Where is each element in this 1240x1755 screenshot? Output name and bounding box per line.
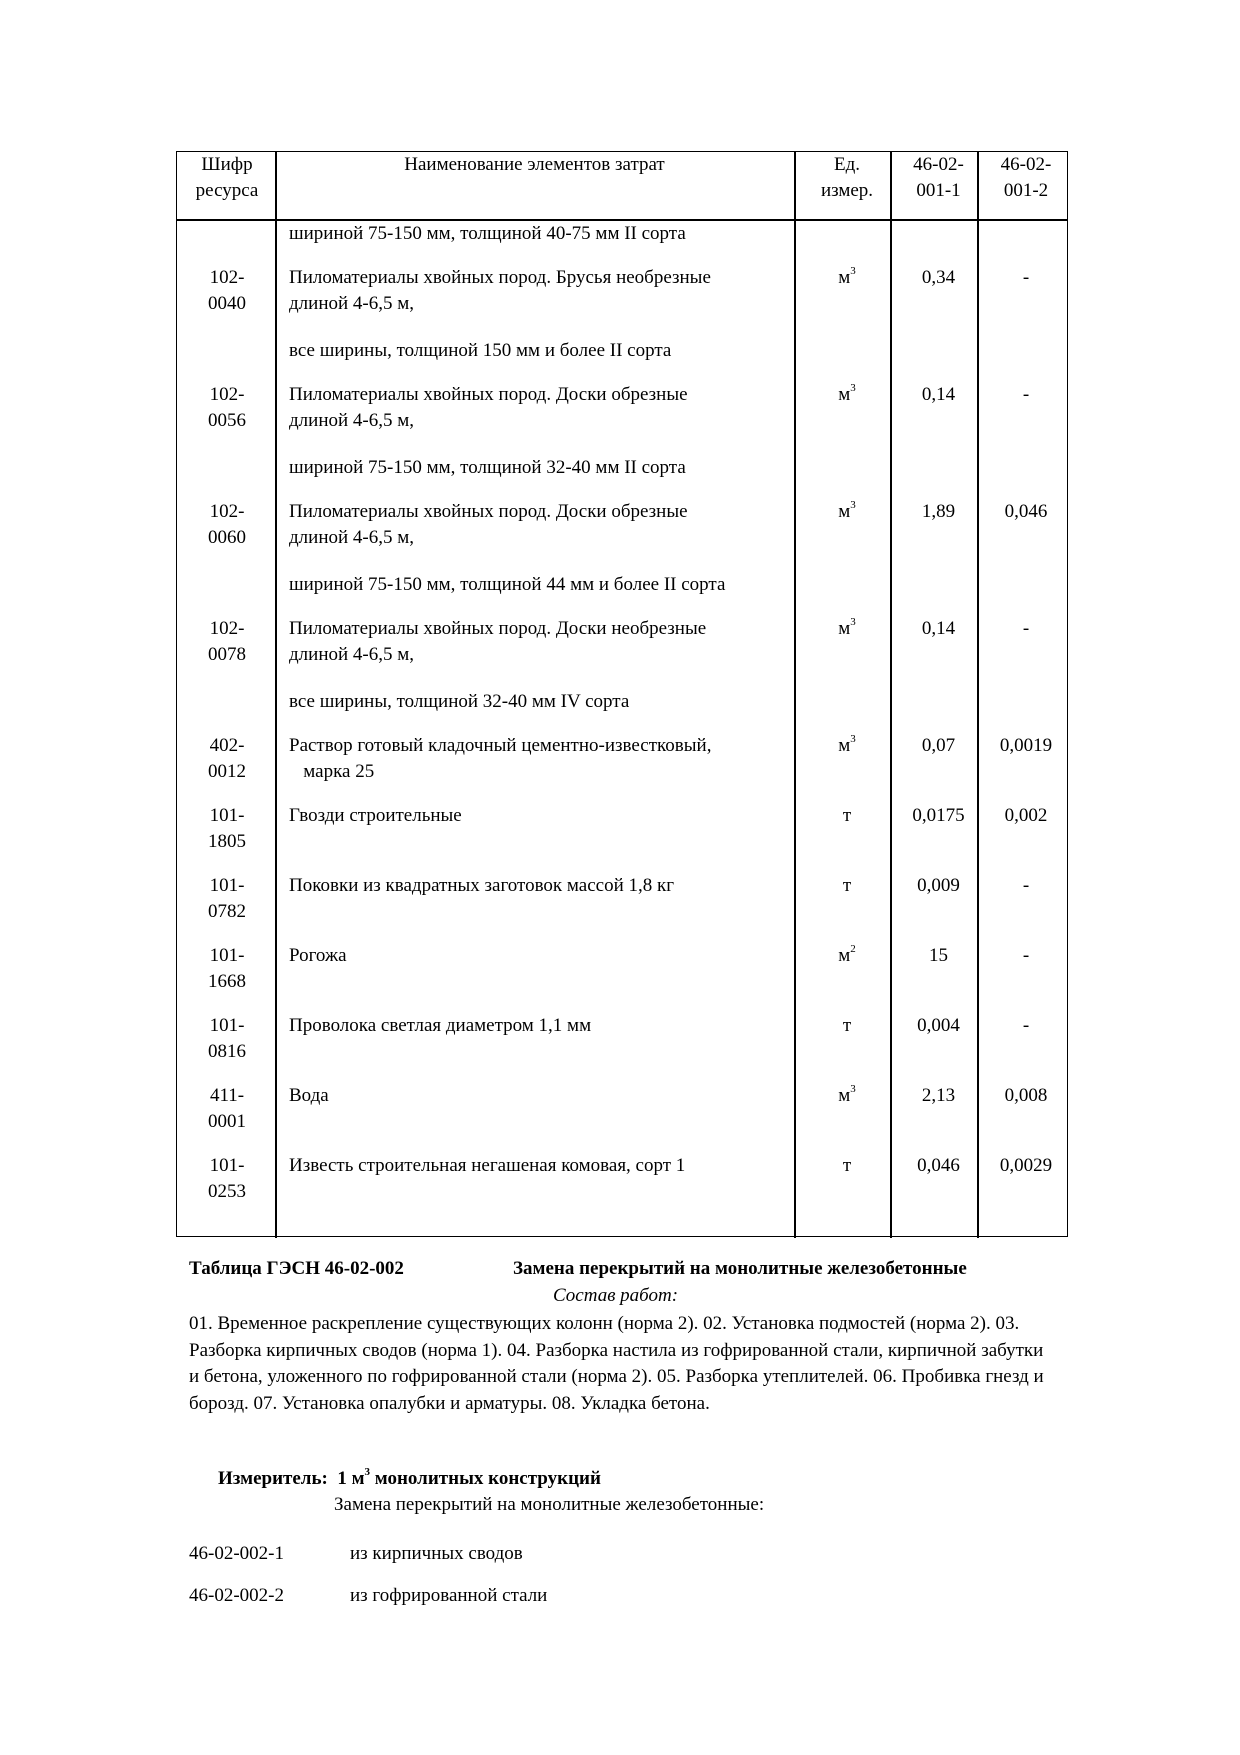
row-unit-sup: 3 [850, 381, 856, 394]
row-unit [799, 1153, 895, 1179]
row-value-norm1: 0,004 [917, 1015, 960, 1036]
row-name [289, 499, 794, 551]
row-extra-line: шириной 75-150 мм, толщиной 32-40 мм II сорта [289, 457, 686, 478]
header-name-text: Наименование элементов затрат [404, 154, 665, 175]
row-code-line: 0060 [208, 527, 246, 548]
row-name-line: Проволока светлая диаметром 1,1 мм [289, 1015, 592, 1036]
row-name-line: длиной 4-6,5 м, [289, 527, 415, 548]
row-name [289, 1083, 794, 1109]
column-divider [890, 152, 892, 1238]
header-norm2 [983, 152, 1069, 204]
row-unit-text: м [838, 384, 851, 405]
row-value-norm2: 0,008 [1004, 1085, 1048, 1106]
row-unit [799, 873, 895, 899]
row-code-line: 0040 [208, 293, 246, 314]
row-name-line: Пиломатериалы хвойных пород. Брусья необрезные [289, 267, 711, 288]
row-unit [799, 616, 895, 642]
row-value-norm2: - [1022, 945, 1030, 966]
row-name-line: Вода [289, 1085, 329, 1106]
row-code-line: 101- [209, 945, 245, 966]
row-code-line: 0782 [208, 901, 246, 922]
item-label: из гофрированной стали [350, 1585, 548, 1606]
row-name [289, 616, 794, 668]
row-value-norm1: 0,14 [921, 384, 956, 405]
header-code-line: ресурса [195, 180, 259, 201]
row-code-line: 0816 [208, 1041, 246, 1062]
row-extra-line: шириной 75-150 мм, толщиной 44 мм и более II сорта [289, 574, 726, 595]
header-unit-line: измер. [820, 180, 874, 201]
row-value-norm2: - [1022, 384, 1030, 405]
table-title: Замена перекрытий на монолитные железобетонные [513, 1258, 967, 1279]
row-value-norm1: 0,046 [917, 1155, 960, 1176]
meter-label: Измеритель: [218, 1468, 328, 1489]
composition-heading: Состав работ: [553, 1285, 679, 1306]
row-name [289, 873, 794, 899]
row-unit-text: м [838, 618, 851, 639]
row-name-line: Гвозди строительные [289, 805, 462, 826]
row-name-line: Известь строительная негашеная комовая, сорт 1 [289, 1155, 686, 1176]
row-code-line: 0253 [208, 1181, 246, 1202]
header-norm1-line: 46-02- [913, 154, 964, 175]
row-unit-text: т [842, 875, 852, 896]
row-unit-sup: 3 [850, 615, 856, 628]
header-norm1 [895, 152, 982, 204]
row-value-norm2: 0,0029 [999, 1155, 1053, 1176]
row-code [177, 1013, 277, 1065]
row-extra-line: все ширины, толщиной 32-40 мм IV сорта [289, 691, 630, 712]
row-name-line: Поковки из квадратных заготовок массой 1,8 кг [289, 875, 675, 896]
row-value-norm2: 0,002 [1004, 805, 1048, 826]
row-name [289, 1153, 794, 1179]
row-code-line: 101- [209, 805, 245, 826]
row-code-line: 402- [209, 735, 245, 756]
row-name-line: Пиломатериалы хвойных пород. Доски обрезные [289, 384, 688, 405]
row-code [177, 616, 277, 668]
row-code [177, 873, 277, 925]
row-unit [799, 803, 895, 829]
row-code-line: 1805 [208, 831, 246, 852]
row-value-norm1: 0,34 [921, 267, 956, 288]
row-unit-text: м [838, 1085, 851, 1106]
meter-value-prefix: 1 м [337, 1468, 365, 1489]
row-unit-text: м [838, 501, 851, 522]
row-code [177, 1153, 277, 1205]
row-code [177, 1083, 277, 1135]
row-code-line: 101- [209, 1015, 245, 1036]
row-name [289, 1013, 794, 1039]
row-unit [799, 943, 895, 969]
row-name [289, 803, 794, 829]
row-code [177, 733, 277, 785]
row-code-line: 0056 [208, 410, 246, 431]
subtitle: Замена перекрытий на монолитные железобетонные: [334, 1494, 765, 1515]
row-code [177, 803, 277, 855]
row-code [177, 499, 277, 551]
row-unit-text: м [838, 267, 851, 288]
row-name [289, 265, 794, 317]
table-label: Таблица ГЭСН 46-02-002 [189, 1258, 404, 1279]
row-code-line: 411- [209, 1085, 245, 1106]
row-name-line: длиной 4-6,5 м, [289, 293, 415, 314]
row-unit-sup: 3 [850, 264, 856, 277]
row-unit-text: м [838, 735, 851, 756]
row-value-norm1: 0,0175 [912, 805, 965, 826]
row-code-line: 102- [209, 618, 245, 639]
header-unit-line: Ед. [833, 154, 861, 175]
row-unit-text: т [842, 805, 852, 826]
column-divider [794, 152, 796, 1238]
header-norm2-line: 001-2 [1003, 180, 1049, 201]
row-code [177, 943, 277, 995]
row-unit-text: м [838, 945, 851, 966]
row-unit-sup: 3 [850, 732, 856, 745]
row-name-line: длиной 4-6,5 м, [289, 410, 415, 431]
row-unit [799, 1083, 895, 1109]
row-value-norm1: 0,009 [917, 875, 960, 896]
column-divider [977, 152, 979, 1238]
row-extra-line: все ширины, толщиной 150 мм и более II сорта [289, 340, 672, 361]
header-code-line: Шифр [201, 154, 253, 175]
row-unit [799, 265, 895, 291]
row-name-line: Рогожа [289, 945, 347, 966]
continuation-line: шириной 75-150 мм, толщиной 40-75 мм II сорта [289, 223, 686, 244]
header-norm2-line: 46-02- [1000, 154, 1052, 175]
row-code-line: 1668 [208, 971, 246, 992]
row-code-line: 102- [209, 501, 245, 522]
row-code-line: 102- [209, 267, 245, 288]
row-value-norm2: - [1022, 618, 1030, 639]
composition-text: 01. Временное раскрепление существующих колонн (норма 2). 02. Установка подмостей (норма 2). 03. Разборка кирпичных сводов (норма 1). 04. Разборка настила из гофрированной стали, кирпичной забутки и бетона, уложенного по гофрированной стали (норма 2). 05. Разборка утеплителей. 06. Пробивка гнезд и борозд. 07. Установка опалубки и арматуры. 08. Укладка бетона. [189, 1313, 1044, 1414]
row-unit-sup: 3 [850, 1082, 856, 1095]
row-value-norm1: 2,13 [921, 1085, 956, 1106]
row-code [177, 265, 277, 317]
header-name [275, 152, 794, 178]
row-name-line: Пиломатериалы хвойных пород. Доски обрезные [289, 501, 688, 522]
row-name-line: Раствор готовый кладочный цементно-известковый, [289, 735, 712, 756]
row-unit-sup: 3 [850, 498, 856, 511]
row-name [289, 733, 794, 785]
item-label: из кирпичных сводов [350, 1543, 523, 1564]
row-value-norm1: 0,07 [921, 735, 956, 756]
row-value-norm1: 0,14 [921, 618, 956, 639]
row-name-line: длиной 4-6,5 м, [289, 644, 415, 665]
meter-value-sup: 3 [364, 1465, 371, 1478]
row-name [289, 943, 794, 969]
row-unit-sup: 2 [850, 942, 856, 955]
item-code: 46-02-002-1 [189, 1543, 284, 1564]
row-unit [799, 733, 895, 759]
resource-table [176, 151, 1068, 1237]
row-code-line: 0078 [208, 644, 246, 665]
row-value-norm2: 0,0019 [999, 735, 1053, 756]
row-value-norm1: 15 [929, 945, 948, 966]
row-code-line: 0001 [208, 1111, 246, 1132]
meter-value-suffix: монолитных конструкций [370, 1468, 601, 1489]
row-code-line: 0012 [208, 761, 246, 782]
row-value-norm1: 1,89 [921, 501, 956, 522]
row-unit-text: т [842, 1155, 852, 1176]
row-code [177, 382, 277, 434]
item-code: 46-02-002-2 [189, 1585, 284, 1606]
meter-line [218, 1466, 601, 1492]
header-code [177, 152, 277, 204]
row-code-line: 101- [209, 1155, 245, 1176]
header-norm1-line: 001-1 [916, 180, 961, 201]
row-code-line: 101- [209, 875, 245, 896]
row-name [289, 382, 794, 434]
row-value-norm2: - [1022, 875, 1030, 896]
row-unit [799, 499, 895, 525]
row-code-line: 102- [209, 384, 245, 405]
row-unit [799, 1013, 895, 1039]
header-unit [799, 152, 895, 204]
row-name-line: Пиломатериалы хвойных пород. Доски необрезные [289, 618, 707, 639]
row-unit-text: т [842, 1015, 852, 1036]
row-value-norm2: - [1022, 267, 1030, 288]
row-name-line: марка 25 [289, 761, 375, 782]
row-value-norm2: - [1022, 1015, 1030, 1036]
row-value-norm2: 0,046 [1004, 501, 1048, 522]
row-unit [799, 382, 895, 408]
